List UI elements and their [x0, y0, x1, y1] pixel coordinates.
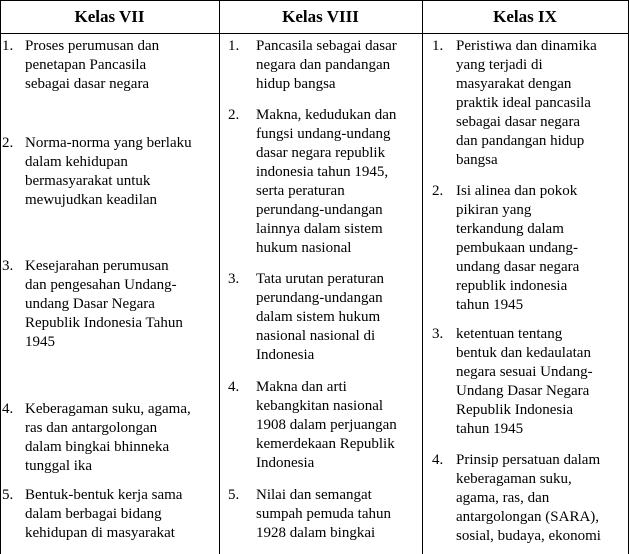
item-line: Pancasila sebagai dasar — [256, 38, 397, 54]
item-line: hidup bangsa — [256, 76, 336, 92]
item-line: terkandung dalam — [456, 221, 564, 237]
item-line: pembukaan undang- — [456, 240, 579, 256]
item-text — [256, 270, 384, 365]
item-line: tahun 1945 — [456, 421, 524, 437]
item-line: kebangkitan nasional — [256, 398, 384, 414]
item-text — [25, 257, 183, 352]
item-line: Republik Indonesia — [456, 402, 574, 418]
item-line: dan pandangan hidup — [456, 133, 585, 149]
item-line: dan pengesahan Undang- — [25, 277, 177, 293]
item-line: dalam bingkai bhinneka — [25, 439, 170, 455]
item-line: keberagaman suku, — [456, 471, 572, 487]
item-number: 3. — [228, 271, 240, 287]
item-line: tunggal ika — [25, 458, 93, 474]
item-line: negara dan pandangan — [256, 57, 391, 73]
item-line: Makna dan arti — [256, 379, 347, 395]
item-line: sebagai dasar negara — [456, 114, 581, 130]
item-line: kemerdekaan Republik — [256, 436, 395, 452]
item-line: Prinsip persatuan dalam — [456, 452, 601, 468]
item-number: 2. — [228, 107, 240, 123]
item-line: tahun 1945 — [456, 297, 524, 313]
item-line: penetapan Pancasila — [25, 57, 147, 73]
column-divider-1 — [219, 0, 220, 554]
item-line: 1908 dalam perjuangan — [256, 417, 397, 433]
item-line: negara sesuai Undang- — [456, 364, 593, 380]
item-line: Norma-norma yang berlaku — [25, 135, 192, 151]
item-line: pikiran yang — [456, 202, 532, 218]
item-line: ras dan antargolongan — [25, 420, 158, 436]
item-text — [25, 134, 192, 210]
item-line: 1928 dalam bingkai — [256, 525, 376, 541]
item-line: 1945 — [25, 334, 55, 350]
item-line: sosial, budaya, ekonomi — [456, 528, 601, 544]
item-text — [256, 378, 397, 473]
item-number: 5. — [228, 487, 240, 503]
item-text — [25, 37, 159, 94]
item-line: dasar negara republik — [256, 145, 386, 161]
item-line: Tata urutan peraturan — [256, 271, 385, 287]
header-kelas-vii: Kelas VII — [74, 7, 145, 26]
item-line: Republik Indonesia Tahun — [25, 315, 183, 331]
item-line: dalam berbagai bidang — [25, 506, 162, 522]
item-line: bentuk dan kedaulatan — [456, 345, 591, 361]
item-line: Keberagaman suku, agama, — [25, 401, 191, 417]
header-kelas-ix: Kelas IX — [493, 7, 557, 26]
item-line: indonesia tahun 1945, — [256, 164, 389, 180]
item-number: 3. — [2, 258, 14, 274]
item-line: bangsa — [456, 152, 498, 168]
item-line: sumpah pemuda tahun — [256, 506, 391, 522]
item-number: 5. — [2, 487, 14, 503]
item-line: hukum nasional — [256, 240, 352, 256]
item-text — [25, 400, 191, 476]
item-text — [456, 37, 597, 170]
item-line: agama, ras, dan — [456, 490, 550, 506]
item-line: masyarakat dengan — [456, 76, 572, 92]
item-number: 1. — [228, 38, 240, 54]
item-line: Kesejarahan perumusan — [25, 258, 169, 274]
item-line: bermasyarakat untuk — [25, 173, 151, 189]
item-line: nasional nasional di — [256, 328, 376, 344]
item-number: 2. — [432, 183, 444, 199]
item-number: 1. — [2, 38, 14, 54]
item-line: undang dasar negara — [456, 259, 580, 275]
item-line: mewujudkan keadilan — [25, 192, 158, 208]
item-line: republik indonesia — [456, 278, 568, 294]
item-line: serta peraturan — [256, 183, 345, 199]
item-line: Isi alinea dan pokok — [456, 183, 578, 199]
item-text — [456, 325, 593, 439]
item-number: 3. — [432, 326, 444, 342]
item-line: Makna, kedudukan dan — [256, 107, 397, 123]
item-line: sebagai dasar negara — [25, 76, 150, 92]
item-line: Proses perumusan dan — [25, 38, 160, 54]
item-number: 2. — [2, 135, 14, 151]
item-text — [25, 486, 182, 543]
item-number: 4. — [2, 401, 14, 417]
item-line: lainnya dalam sistem — [256, 221, 383, 237]
item-line: praktik ideal pancasila — [456, 95, 591, 111]
item-line: kehidupan di masyarakat — [25, 525, 175, 541]
item-line: fungsi undang-undang — [256, 126, 391, 142]
item-line: yang terjadi di — [456, 57, 543, 73]
column-divider-2 — [422, 0, 423, 554]
item-number: 4. — [228, 379, 240, 395]
item-line: Bentuk-bentuk kerja sama — [25, 487, 183, 503]
item-text — [456, 451, 601, 546]
item-line: dalam sistem hukum — [256, 309, 381, 325]
item-line: Undang Dasar Negara — [456, 383, 590, 399]
item-text — [256, 486, 391, 543]
table-top-border — [0, 0, 629, 1]
item-line: Indonesia — [256, 347, 315, 363]
item-line: Nilai dan semangat — [256, 487, 372, 503]
item-line: perundang-undangan — [256, 290, 383, 306]
item-text — [256, 37, 397, 94]
header-divider — [0, 33, 629, 34]
item-text — [456, 182, 579, 315]
item-line: Peristiwa dan dinamika — [456, 38, 597, 54]
item-text — [256, 106, 396, 258]
item-line: Indonesia — [256, 455, 315, 471]
item-line: undang Dasar Negara — [25, 296, 155, 312]
item-line: ketentuan tentang — [456, 326, 563, 342]
item-line: perundang-undangan — [256, 202, 383, 218]
item-line: antargolongan (SARA), — [456, 509, 600, 525]
item-number: 4. — [432, 452, 444, 468]
item-number: 1. — [432, 38, 444, 54]
header-kelas-viii: Kelas VIII — [282, 7, 359, 26]
table-left-border — [0, 0, 1, 554]
item-line: dalam kehidupan — [25, 154, 128, 170]
